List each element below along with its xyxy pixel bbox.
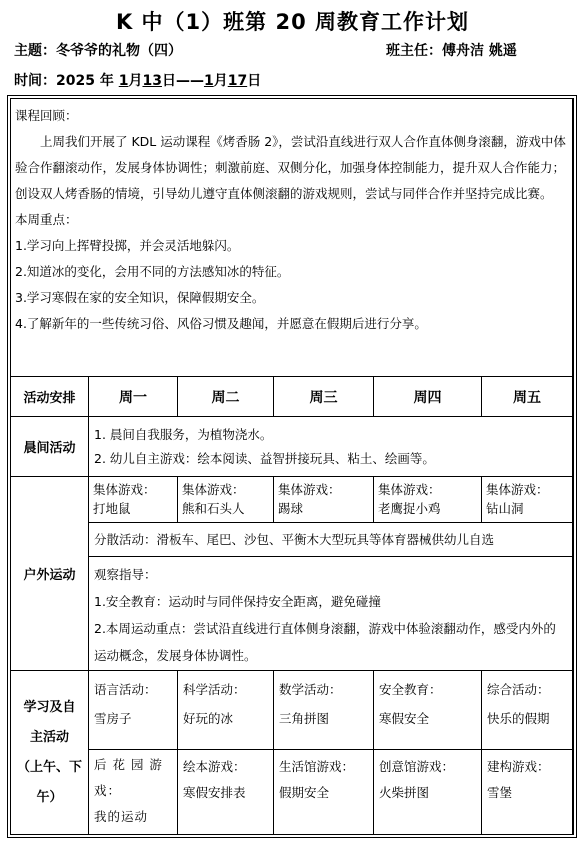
study-am-tue — [178, 671, 274, 750]
study-pm-tue — [178, 750, 274, 834]
activity-type: 安全教育： — [379, 682, 442, 697]
activity-type: 数学活动： — [279, 682, 342, 697]
activity-type: 综合活动： — [487, 682, 550, 697]
morning-content — [89, 417, 573, 477]
study-label — [11, 671, 89, 834]
study-pm-thu — [374, 750, 482, 834]
review-heading: 课程回顾： — [15, 108, 78, 123]
day-tuesday: 周二 — [178, 377, 274, 417]
day-thursday: 周四 — [374, 377, 482, 417]
game-type: 集体游戏： — [93, 482, 156, 497]
activity-type: 绘本游戏： — [183, 759, 246, 774]
morning-label: 晨间活动 — [11, 417, 89, 477]
study-pm-fri — [482, 750, 573, 834]
game-name: 熊和石头人 — [182, 501, 245, 516]
guide-heading: 观察指导： — [94, 567, 157, 582]
review-body: 上周我们开展了 KDL 运动课程《烤香肠 2》，尝试沿直线进行双人合作直体侧身滚翻，游戏中体验合作翻滚动作，发展身体协调性；刺激前庭、双侧分化，加强身体控制能力，提升双人合作能力；创设双人烤香肠的情境，引导幼儿遵守直体侧滚翻的游戏规则，尝试与同伴合作并坚持完成比赛。 — [15, 134, 566, 201]
plan-table — [10, 98, 574, 835]
game-name: 踢球 — [278, 501, 304, 516]
study-am-mon — [89, 671, 178, 750]
time-end-day: 17 — [227, 73, 248, 89]
activity-name: 火柴拼图 — [379, 785, 430, 800]
activity-name: 三角拼图 — [279, 711, 330, 726]
activity-type: 后 花 园 游 戏： — [94, 757, 163, 798]
time-line — [14, 70, 261, 90]
focus-item: 4.了解新年的一些传统习俗、风俗习惯及趣闻，并愿意在假期后进行分享。 — [15, 316, 427, 331]
game-type: 集体游戏： — [278, 482, 341, 497]
outdoor-label: 户外运动 — [11, 477, 89, 671]
theme-line — [14, 40, 182, 60]
morning-line: 1. 晨间自我服务，为植物浇水。 — [94, 427, 273, 442]
outdoor-game-wed — [274, 477, 374, 523]
teacher-line — [386, 40, 517, 60]
focus-item: 1.学习向上挥臂投掷，并会灵活地躲闪。 — [15, 238, 240, 253]
study-label-line: 学习及自 — [23, 699, 76, 715]
activity-type: 建构游戏： — [487, 759, 550, 774]
outdoor-game-tue — [178, 477, 274, 523]
study-am-wed — [274, 671, 374, 750]
game-type: 集体游戏： — [378, 482, 441, 497]
game-type: 集体游戏： — [182, 482, 245, 497]
study-am-thu — [374, 671, 482, 750]
day-monday: 周一 — [89, 377, 178, 417]
activity-type: 创意馆游戏： — [379, 759, 455, 774]
game-type: 集体游戏： — [486, 482, 549, 497]
activity-name: 雪堡 — [487, 785, 513, 800]
time-start-day: 13 — [142, 73, 162, 89]
outdoor-game-fri — [482, 477, 573, 523]
activity-name: 假期安全 — [279, 785, 330, 800]
theme-label: 主题： — [14, 43, 56, 59]
page-title: K 中（1）班第 20 周教育工作计划 — [115, 10, 470, 34]
game-name: 打地鼠 — [93, 501, 131, 516]
time-end-month: 1 — [203, 73, 214, 89]
morning-line: 2. 幼儿自主游戏：绘本阅读、益智拼接玩具、粘土、绘画等。 — [94, 451, 435, 466]
review-cell — [11, 99, 573, 377]
activity-type: 科学活动： — [183, 682, 246, 697]
focus-heading: 本周重点： — [15, 212, 78, 227]
focus-item: 3.学习寒假在家的安全知识，保障假期安全。 — [15, 290, 265, 305]
activity-type: 语言活动： — [94, 682, 157, 697]
time-unit-month-2: 月 — [213, 73, 228, 89]
time-separator: 日—— — [161, 73, 204, 89]
game-name: 老鹰捉小鸡 — [378, 501, 441, 516]
focus-item: 2.知道冰的变化，会用不同的方法感知冰的特征。 — [15, 264, 290, 279]
activity-type: 生活馆游戏： — [279, 759, 355, 774]
time-label: 时间： — [14, 73, 56, 89]
activity-name: 寒假安全 — [379, 711, 430, 726]
observation-guide — [89, 557, 573, 671]
day-wednesday: 周三 — [274, 377, 374, 417]
outdoor-game-thu — [374, 477, 482, 523]
activity-name: 寒假安排表 — [183, 785, 246, 800]
schedule-label: 活动安排 — [11, 377, 89, 417]
study-label-line: （上午、下 — [16, 759, 82, 775]
guide-item: 1.安全教育：运动时与同伴保持安全距离，避免碰撞 — [94, 594, 381, 609]
activity-name: 雪房子 — [94, 711, 132, 726]
study-pm-mon — [89, 750, 178, 834]
game-name: 钻山洞 — [486, 501, 524, 516]
activity-name: 我的运动 — [94, 809, 149, 824]
outdoor-game-mon — [89, 477, 178, 523]
teacher-value: 傅舟洁 姚遥 — [442, 43, 517, 59]
study-label-line: 午） — [36, 789, 63, 805]
study-label-line: 主活动 — [29, 729, 69, 745]
study-am-fri — [482, 671, 573, 750]
scatter-activity: 分散活动：滑板车、尾巴、沙包、平衡木大型玩具等体育器械供幼儿自选 — [89, 523, 573, 557]
teacher-label: 班主任： — [386, 43, 442, 59]
time-start-month: 1 — [118, 73, 129, 89]
study-pm-wed — [274, 750, 374, 834]
guide-item: 2.本周运动重点：尝试沿直线进行直体侧身滚翻，游戏中体验滚翻动作，感受内外的运动概念，发展身体协调性。 — [94, 621, 556, 663]
time-year: 2025 年 — [56, 73, 114, 89]
time-unit-month: 月 — [128, 73, 143, 89]
activity-name: 快乐的假期 — [487, 711, 550, 726]
time-end-unit: 日 — [247, 73, 262, 89]
activity-name: 好玩的冰 — [183, 711, 234, 726]
day-friday: 周五 — [482, 377, 573, 417]
theme-value: 冬爷爷的礼物（四） — [56, 43, 182, 59]
